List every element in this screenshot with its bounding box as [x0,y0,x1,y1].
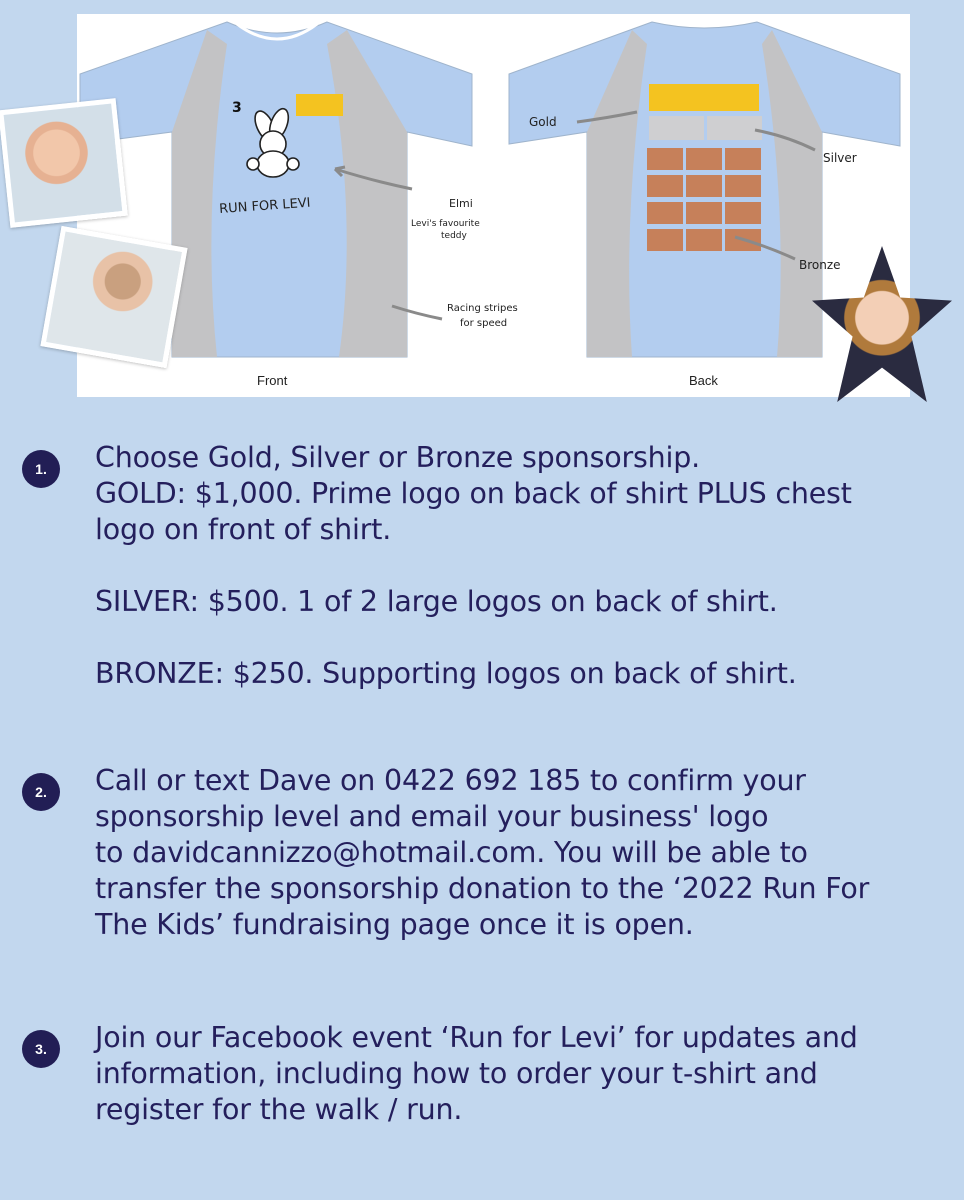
shirt-design-illustration [77,14,910,397]
step-number-badge: 2. [22,773,60,811]
bronze-tier-line: BRONZE: $250. Supporting logos on back of shirt. [95,657,797,690]
back-shirt [509,22,900,388]
silver-tier-line: SILVER: $500. 1 of 2 large logos on back of shirt. [95,585,778,618]
back-silver-logo-2 [707,116,762,140]
step-line: The Kids’ fundraising page once it is open. [95,908,694,941]
shirt-design-panel [77,14,910,397]
front-caption: Front [257,373,288,388]
back-gold-logo [649,84,759,111]
silver-label: Silver [823,151,857,165]
step-line: transfer the sponsorship donation to the ‘2022 Run For [95,872,870,905]
step-number-badge: 1. [22,450,60,488]
step-1 [22,441,852,690]
step-line: Call or text Dave on 0422 692 185 to confirm your [95,764,806,797]
step-line: information, including how to order your t-shirt and [95,1057,818,1090]
front-brand-mark: 3 [232,100,242,116]
teddy-note-line2: teddy [441,231,467,241]
baby-photo-1 [0,98,128,228]
stripes-note-line1: Racing stripes [447,303,518,314]
step-text [95,1020,955,1128]
step-number-badge: 3. [22,1030,60,1068]
stripes-note-line2: for speed [460,318,508,329]
step-line: logo on front of shirt. [95,513,392,546]
baby-photo-2 [40,226,187,368]
step-2 [22,764,870,941]
teddy-name-label: Elmi [449,197,473,210]
front-chest-text: RUN FOR LEVI [218,195,312,218]
step-line: GOLD: $1,000. Prime logo on back of shirt PLUS chest [95,477,852,510]
step-text [95,440,955,692]
front-gold-chest-logo [296,94,343,116]
back-caption: Back [689,373,718,388]
teddy-note-line1: Levi's favourite [411,219,480,229]
bronze-label: Bronze [799,258,841,272]
step-line: sponsorship level and email your business' logo [95,800,769,833]
step-line: to davidcannizzo@hotmail.com. You will be able to [95,836,808,869]
gold-label: Gold [529,115,557,129]
step-line: Choose Gold, Silver or Bronze sponsorship. [95,441,700,474]
step-3 [22,1021,858,1126]
back-silver-logo-1 [649,116,704,140]
step-line: register for the walk / run. [95,1093,463,1126]
step-text [95,763,955,943]
step-line: Join our Facebook event ‘Run for Levi’ for updates and [95,1021,858,1054]
